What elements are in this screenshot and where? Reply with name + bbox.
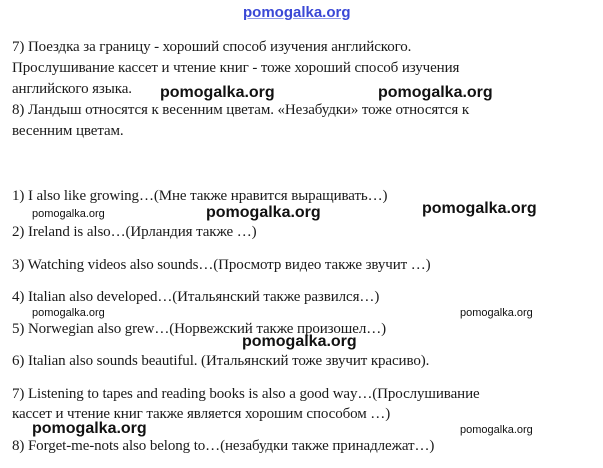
watermark: pomogalka.org xyxy=(378,84,493,101)
watermark: pomogalka.org xyxy=(206,204,321,221)
text-line: английского языка. xyxy=(12,81,132,97)
text-line: весенним цветам. xyxy=(12,123,124,139)
text-line: 6) Italian also sounds beautiful. (Итальянский тоже звучит красиво). xyxy=(12,353,430,369)
watermark: pomogalka.org xyxy=(242,333,357,350)
watermark-small: pomogalka.org xyxy=(32,208,105,220)
text-line: 8) Forget-me-nots also belong to…(незабудки также принадлежат…) xyxy=(12,438,435,454)
text-line: 4) Italian also developed…(Итальянский также развился…) xyxy=(12,289,380,305)
text-line: 3) Watching videos also sounds…(Просмотр видео также звучит …) xyxy=(12,257,431,273)
watermark-small: pomogalka.org xyxy=(460,307,533,319)
text-line: 1) I also like growing…(Мне также нравится выращивать…) xyxy=(12,188,388,204)
watermark-top[interactable]: pomogalka.org xyxy=(243,4,351,21)
text-line: Прослушивание кассет и чтение книг - тоже хороший способ изучения xyxy=(12,60,460,76)
text-line: кассет и чтение книг также является хорошим способом …) xyxy=(12,406,391,422)
watermark-small: pomogalka.org xyxy=(460,424,533,436)
watermark-small: pomogalka.org xyxy=(32,307,105,319)
watermark: pomogalka.org xyxy=(160,84,275,101)
text-line: 8) Ландыш относятся к весенним цветам. «Незабудки» тоже относятся к xyxy=(12,102,470,118)
text-line: 2) Ireland is also…(Ирландия также …) xyxy=(12,224,257,240)
text-line: 7) Поездка за границу - хороший способ изучения английского. xyxy=(12,39,412,55)
text-line: 5) Norwegian also grew…(Норвежский также произошел…) xyxy=(12,321,386,337)
watermark: pomogalka.org xyxy=(422,200,537,217)
text-line: 7) Listening to tapes and reading books is also a good way…(Прослушивание xyxy=(12,386,480,402)
watermark: pomogalka.org xyxy=(32,420,147,437)
